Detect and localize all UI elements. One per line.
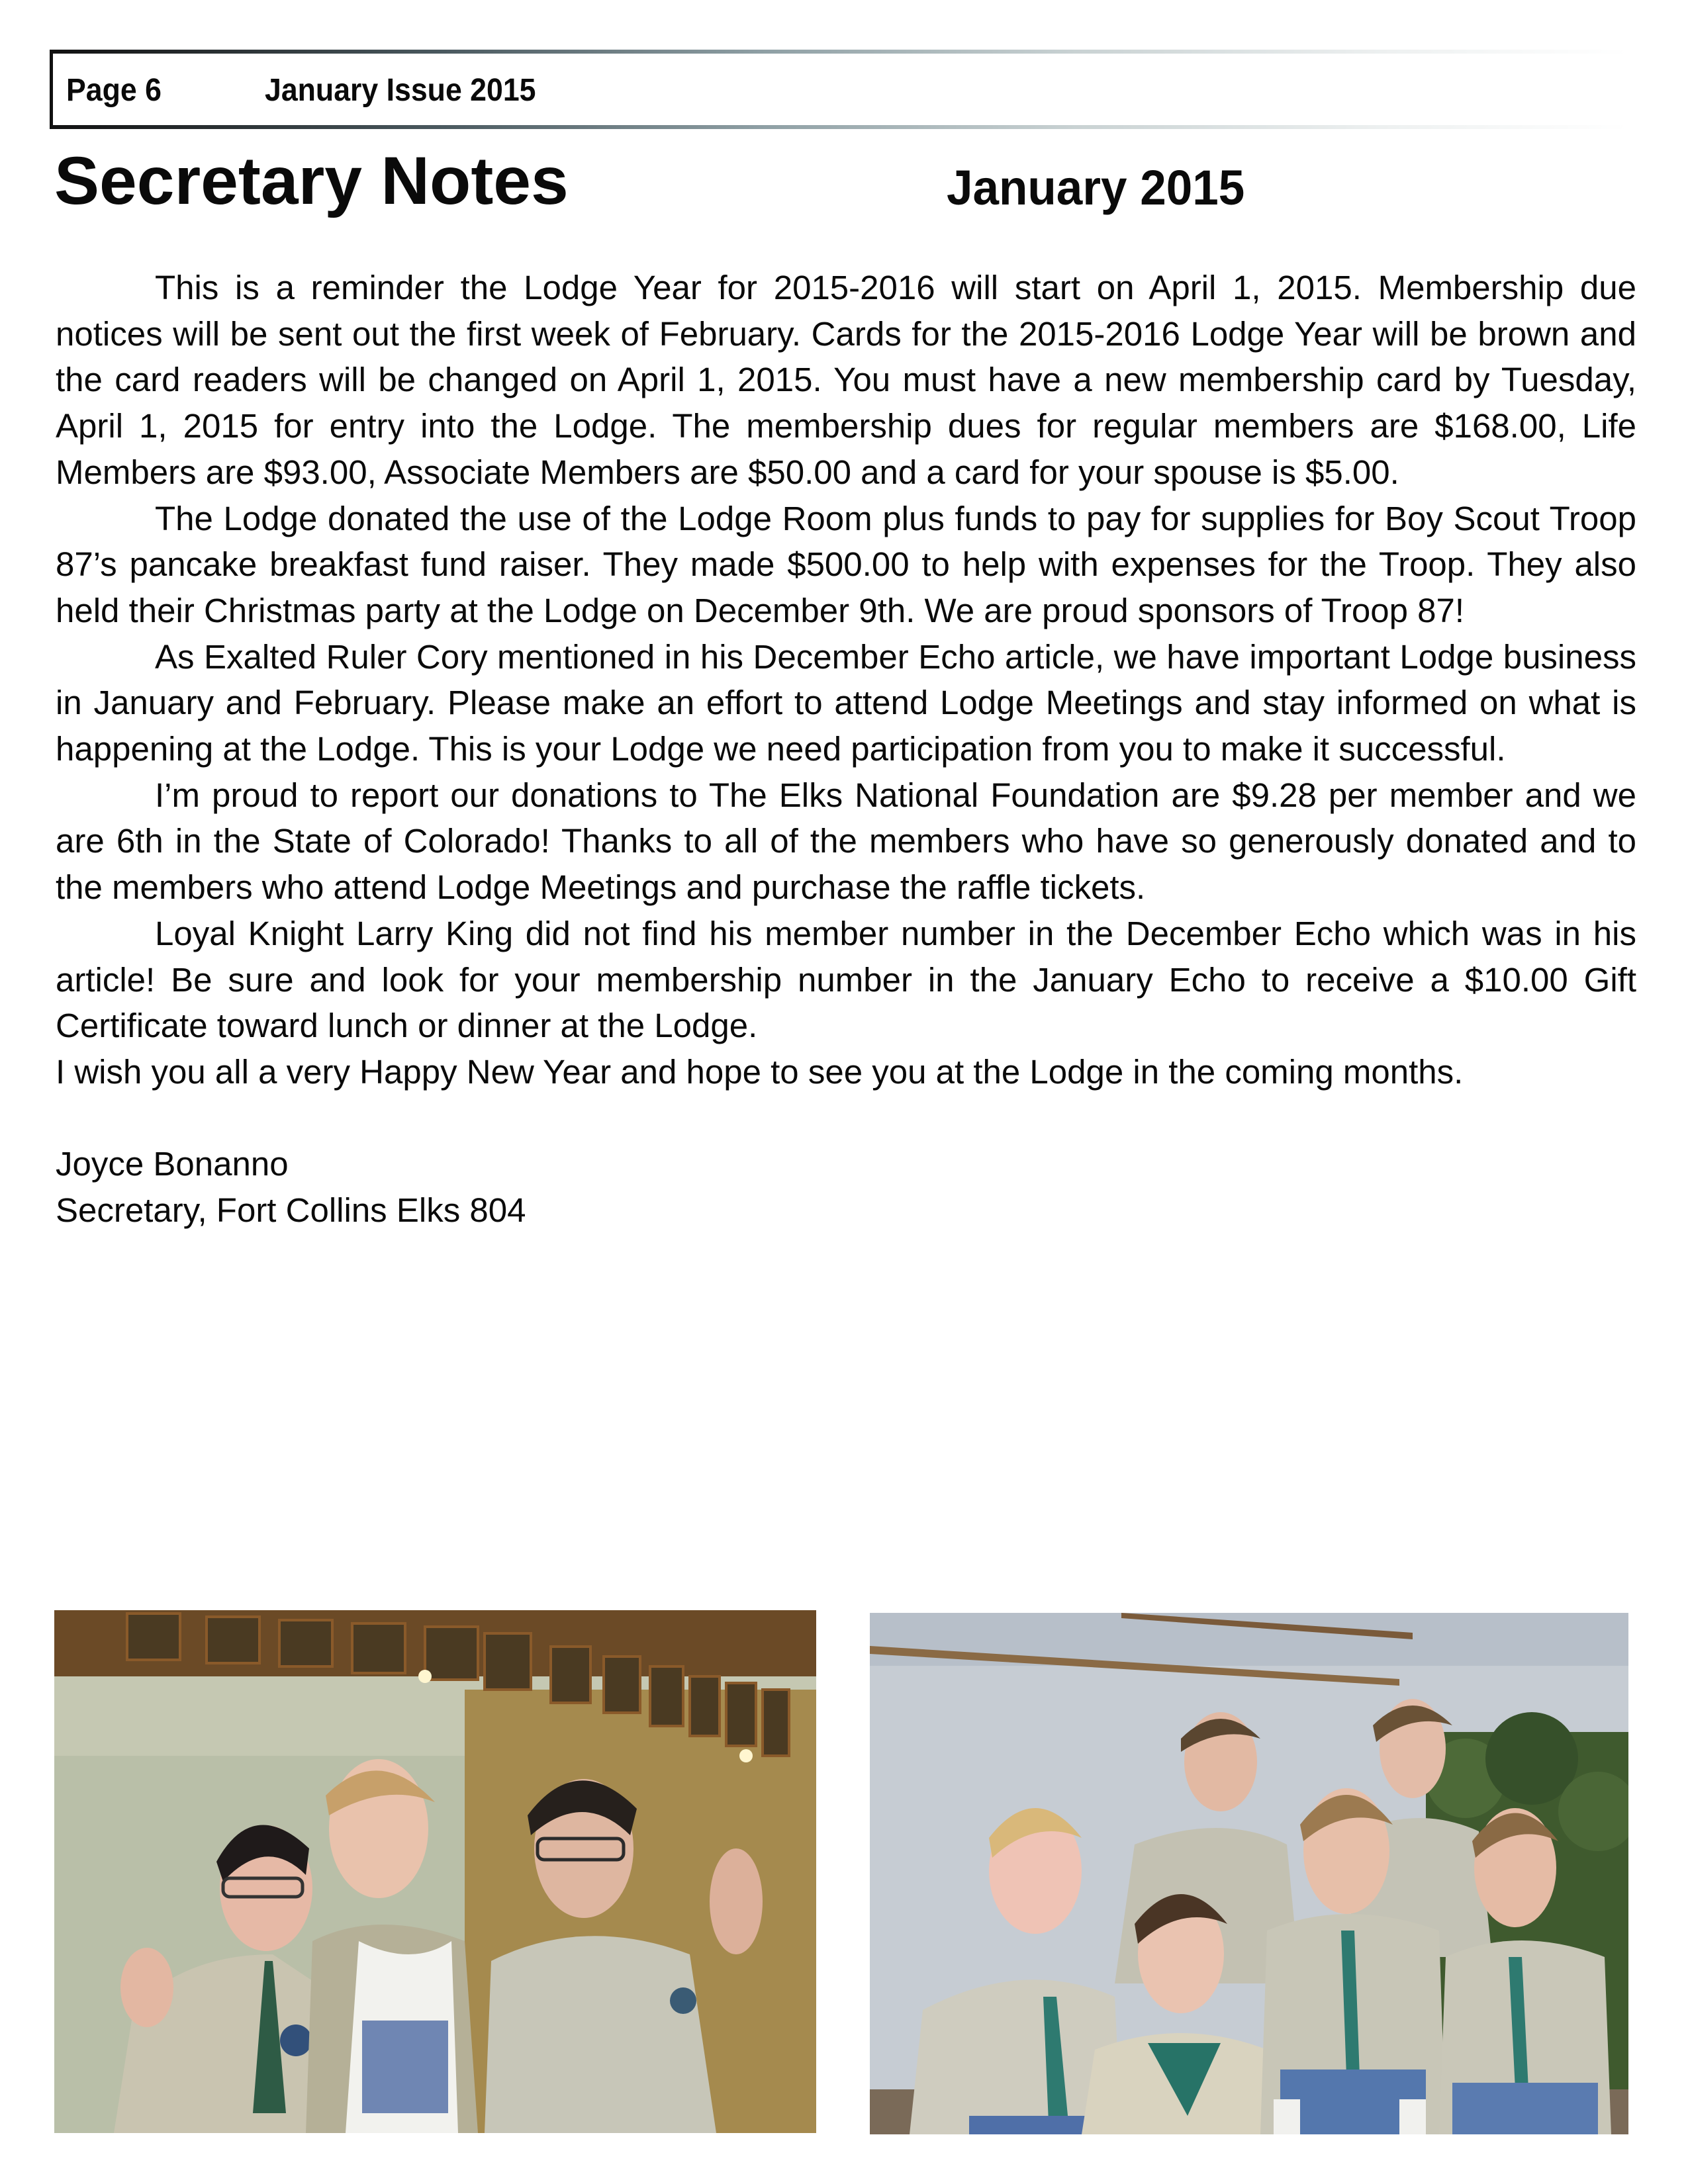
paragraph-membership: This is a reminder the Lodge Year for 2015-2016 will start on April 1, 2015. Membership due notices will be sent out the first week of February. Cards for the 2015-2016 Lodge Year will be brown and the card readers will be changed on April 1, 2015. You must have a new membership card by Tuesday, April 1, 2015 for entry into the Lodge. The membership dues for regular members are $168.00, Life Members are $93.00, Associate Members are $50.00 and a card for your spouse is $5.00. bbox=[56, 269, 1636, 491]
paragraph-member-number: Loyal Knight Larry King did not find his member number in the December Echo which was in his article! Be sure and look for your membership number in the January Echo to receive a $10.00 Gift Certificate toward lunch or dinner at the Lodge. bbox=[56, 914, 1636, 1045]
issue-label: January Issue 2015 bbox=[265, 73, 536, 108]
photo-six-scouts-image bbox=[870, 1613, 1628, 2134]
article-date: January 2015 bbox=[947, 160, 1245, 215]
paragraph-troop-87: The Lodge donated the use of the Lodge Room plus funds to pay for supplies for Boy Scout Troop 87’s pancake breakfast fund raiser. They made $500.00 to help with expenses for the Troop. They also held their Christmas party at the Lodge on December 9th. We are proud sponsors of Troop 87! bbox=[56, 499, 1636, 629]
signature-name: Joyce Bonanno bbox=[56, 1145, 289, 1183]
header-bottom-rule bbox=[50, 125, 1628, 129]
header-top-rule bbox=[50, 50, 1628, 54]
closing-line: I wish you all a very Happy New Year and hope to see you at the Lodge in the coming months. bbox=[56, 1052, 1464, 1091]
photo-six-scouts bbox=[870, 1613, 1628, 2134]
article-body bbox=[56, 265, 1636, 1234]
photo-three-scouts-image bbox=[54, 1610, 816, 2133]
photo-three-scouts bbox=[54, 1610, 816, 2133]
spacer bbox=[56, 1095, 1636, 1142]
paragraph-donations: I’m proud to report our donations to The Elks National Foundation are $9.28 per member and we are 6th in the State of Colorado! Thanks to all of the members who have so generously donated and to the members who attend Lodge Meetings and purchase the raffle tickets. bbox=[56, 776, 1636, 907]
signature-title: Secretary, Fort Collins Elks 804 bbox=[56, 1191, 526, 1230]
article-title: Secretary Notes bbox=[54, 143, 569, 218]
header-left-border bbox=[50, 50, 53, 129]
paragraph-lodge-business: As Exalted Ruler Cory mentioned in his December Echo article, we have important Lodge business in January and February. Please make an effort to attend Lodge Meetings and stay informed on what is happening at the Lodge. This is your Lodge we need participation from you to make it successful. bbox=[56, 637, 1636, 768]
page-header bbox=[50, 50, 1628, 129]
page-number: Page 6 bbox=[66, 73, 162, 108]
